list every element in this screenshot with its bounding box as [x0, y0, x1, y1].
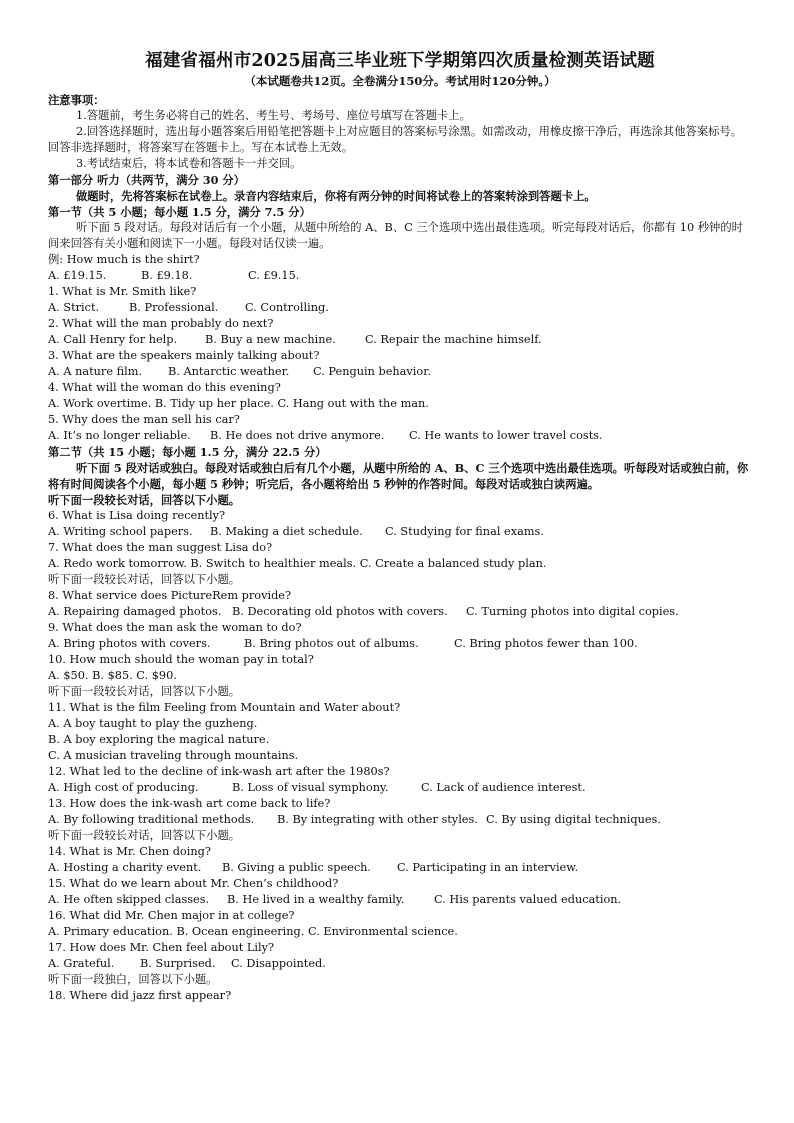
option-c: C. Controlling.	[245, 301, 329, 314]
section2-instruction: 听下面 5 段对话或独白。每段对话或独白后有几个小题，从题中所给的 A、B、C 三个选项中选出最佳选项。听每段对话或独白前，你将有时间阅读各个小题，每小题 5 秒钟；听完后，各小题将给出 5 秒钟的作答时间。每段对话或独白读两遍。	[48, 461, 749, 491]
option-a: A. Writing school papers.	[48, 525, 193, 538]
question-11-option-b: B. A boy exploring the magical nature.	[48, 733, 270, 746]
option-b: B. Giving a public speech.	[222, 861, 372, 874]
option-b: B. He does not drive anymore.	[210, 429, 385, 442]
question-12: 12. What led to the decline of ink-wash art after the 1980s?	[48, 765, 390, 778]
option-b: B. Loss of visual symphony.	[232, 781, 389, 794]
section1-heading: 第一节（共 5 小题；每小题 1.5 分，满分 7.5 分）	[48, 205, 311, 219]
option-a: A. Repairing damaged photos.	[48, 605, 222, 618]
option-a: A. Hosting a charity event.	[48, 861, 202, 874]
question-5: 5. Why does the man sell his car?	[48, 413, 240, 426]
option-b: B. £9.18.	[141, 269, 193, 282]
option-a: A. It’s no longer reliable.	[48, 429, 191, 442]
option-a: A. Grateful.	[48, 957, 115, 970]
option-c: C. By using digital techniques.	[486, 813, 661, 826]
question-10-options: A. $50. B. $85. C. $90.	[48, 669, 177, 682]
option-a: A. High cost of producing.	[48, 781, 199, 794]
notice-heading: 注意事项：	[48, 93, 105, 107]
option-b: B. He lived in a wealthy family.	[227, 893, 405, 906]
option-c: C. He wants to lower travel costs.	[409, 429, 603, 442]
option-b: B. Buy a new machine.	[205, 333, 336, 346]
option-b: B. Professional.	[129, 301, 219, 314]
dialogue-intro: 听下面一段较长对话，回答以下小题。	[48, 685, 241, 698]
question-14-options	[48, 860, 752, 876]
question-7: 7. What does the man suggest Lisa do?	[48, 541, 273, 554]
question-13-options	[48, 812, 752, 828]
question-7-options: A. Redo work tomorrow. B. Switch to healthier meals. C. Create a balanced study plan.	[48, 557, 547, 570]
option-c: C. £9.15.	[248, 269, 300, 282]
question-2: 2. What will the man probably do next?	[48, 317, 274, 330]
section1-instruction: 听下面 5 段对话。每段对话后有一个小题，从题中所给的 A、B、C 三个选项中选出最佳选项。听完每段对话后，你都有 10 秒钟的时间来回答有关小题和阅读下一小题。每段对话仅读一遍。	[48, 221, 743, 250]
option-b: B. Bring photos out of albums.	[244, 637, 419, 650]
question-14: 14. What is Mr. Chen doing?	[48, 845, 211, 858]
part1-instruction: 做题时，先将答案标在试卷上。录音内容结束后，你将有两分钟的时间将试卷上的答案转涂到答题卡上。	[76, 189, 596, 203]
option-a: A. A nature film.	[48, 365, 143, 378]
question-11-option-c: C. A musician traveling through mountains.	[48, 749, 299, 762]
option-c: C. Repair the machine himself.	[365, 333, 542, 346]
question-12-options	[48, 780, 752, 796]
notice-item-3: 3.考试结束后，将本试卷和答题卡一并交回。	[76, 157, 302, 170]
option-a: A. By following traditional methods.	[48, 813, 255, 826]
part1-heading: 第一部分 听力（共两节，满分 30 分）	[48, 173, 245, 187]
example-question: 例: How much is the shirt?	[48, 253, 200, 266]
question-1-options	[48, 300, 752, 316]
option-a: A. Bring photos with covers.	[48, 637, 211, 650]
page-subtitle: （本试题卷共12页。全卷满分150分。考试用时120分钟。）	[244, 74, 556, 88]
option-a: A. £19.15.	[48, 269, 107, 282]
question-6: 6. What is Lisa doing recently?	[48, 509, 226, 522]
exam-page	[48, 50, 752, 1004]
question-15-options	[48, 892, 752, 908]
question-11-option-a: A. A boy taught to play the guzheng.	[48, 717, 258, 730]
monologue-intro: 听下面一段独白，回答以下小题。	[48, 973, 218, 986]
question-5-options	[48, 428, 752, 444]
option-a: A. Strict.	[48, 301, 100, 314]
question-4: 4. What will the woman do this evening?	[48, 381, 281, 394]
question-3: 3. What are the speakers mainly talking about?	[48, 349, 320, 362]
option-c: C. Studying for final exams.	[385, 525, 544, 538]
question-4-options: A. Work overtime. B. Tidy up her place. C. Hang out with the man.	[48, 397, 429, 410]
option-c: C. Disappointed.	[231, 957, 326, 970]
question-13: 13. How does the ink-wash art come back to life?	[48, 797, 331, 810]
option-b: B. Surprised.	[140, 957, 216, 970]
question-3-options	[48, 364, 752, 380]
question-16: 16. What did Mr. Chen major in at college?	[48, 909, 295, 922]
question-9-options	[48, 636, 752, 652]
option-c: C. Lack of audience interest.	[421, 781, 586, 794]
question-11: 11. What is the film Feeling from Mountain and Water about?	[48, 701, 401, 714]
question-9: 9. What does the man ask the woman to do?	[48, 621, 302, 634]
option-c: C. Penguin behavior.	[313, 365, 431, 378]
option-b: B. Decorating old photos with covers.	[232, 605, 448, 618]
option-b: B. Antarctic weather.	[168, 365, 290, 378]
option-a: A. Call Henry for help.	[48, 333, 178, 346]
question-18: 18. Where did jazz first appear?	[48, 989, 232, 1002]
option-c: C. Participating in an interview.	[397, 861, 579, 874]
section2-heading: 第二节（共 15 小题；每小题 1.5 分，满分 22.5 分）	[48, 445, 327, 459]
question-10: 10. How much should the woman pay in total?	[48, 653, 314, 666]
dialogue-intro: 听下面一段较长对话，回答以下小题。	[48, 829, 241, 842]
question-1: 1. What is Mr. Smith like?	[48, 285, 197, 298]
dialogue-intro: 听下面一段较长对话，回答以下小题。	[48, 573, 241, 586]
option-b: B. Making a diet schedule.	[210, 525, 363, 538]
option-c: C. His parents valued education.	[434, 893, 622, 906]
example-options	[48, 268, 752, 284]
question-16-options: A. Primary education. B. Ocean engineering. C. Environmental science.	[48, 925, 458, 938]
option-b: B. By integrating with other styles.	[277, 813, 478, 826]
dialogue-intro: 听下面一段较长对话，回答以下小题。	[48, 493, 241, 507]
question-6-options	[48, 524, 752, 540]
option-c: C. Turning photos into digital copies.	[466, 605, 679, 618]
option-a: A. He often skipped classes.	[48, 893, 210, 906]
question-15: 15. What do we learn about Mr. Chen’s childhood?	[48, 877, 339, 890]
option-c: C. Bring photos fewer than 100.	[454, 637, 638, 650]
question-8: 8. What service does PictureRem provide?	[48, 589, 292, 602]
question-8-options	[48, 604, 752, 620]
question-17: 17. How does Mr. Chen feel about Lily?	[48, 941, 275, 954]
notice-item-1: 1.答题前，考生务必将自己的姓名、考生号、考场号、座位号填写在答题卡上。	[76, 109, 471, 122]
question-17-options	[48, 956, 752, 972]
notice-item-2: 2.回答选择题时，选出每小题答案后用铅笔把答题卡上对应题目的答案标号涂黑。如需改动，用橡皮擦干净后，再选涂其他答案标号。回答非选择题时，将答案写在答题卡上。写在本试卷上无效。	[48, 125, 743, 154]
page-title: 福建省福州市2025届高三毕业班下学期第四次质量检测英语试题	[145, 51, 655, 71]
question-2-options	[48, 332, 752, 348]
